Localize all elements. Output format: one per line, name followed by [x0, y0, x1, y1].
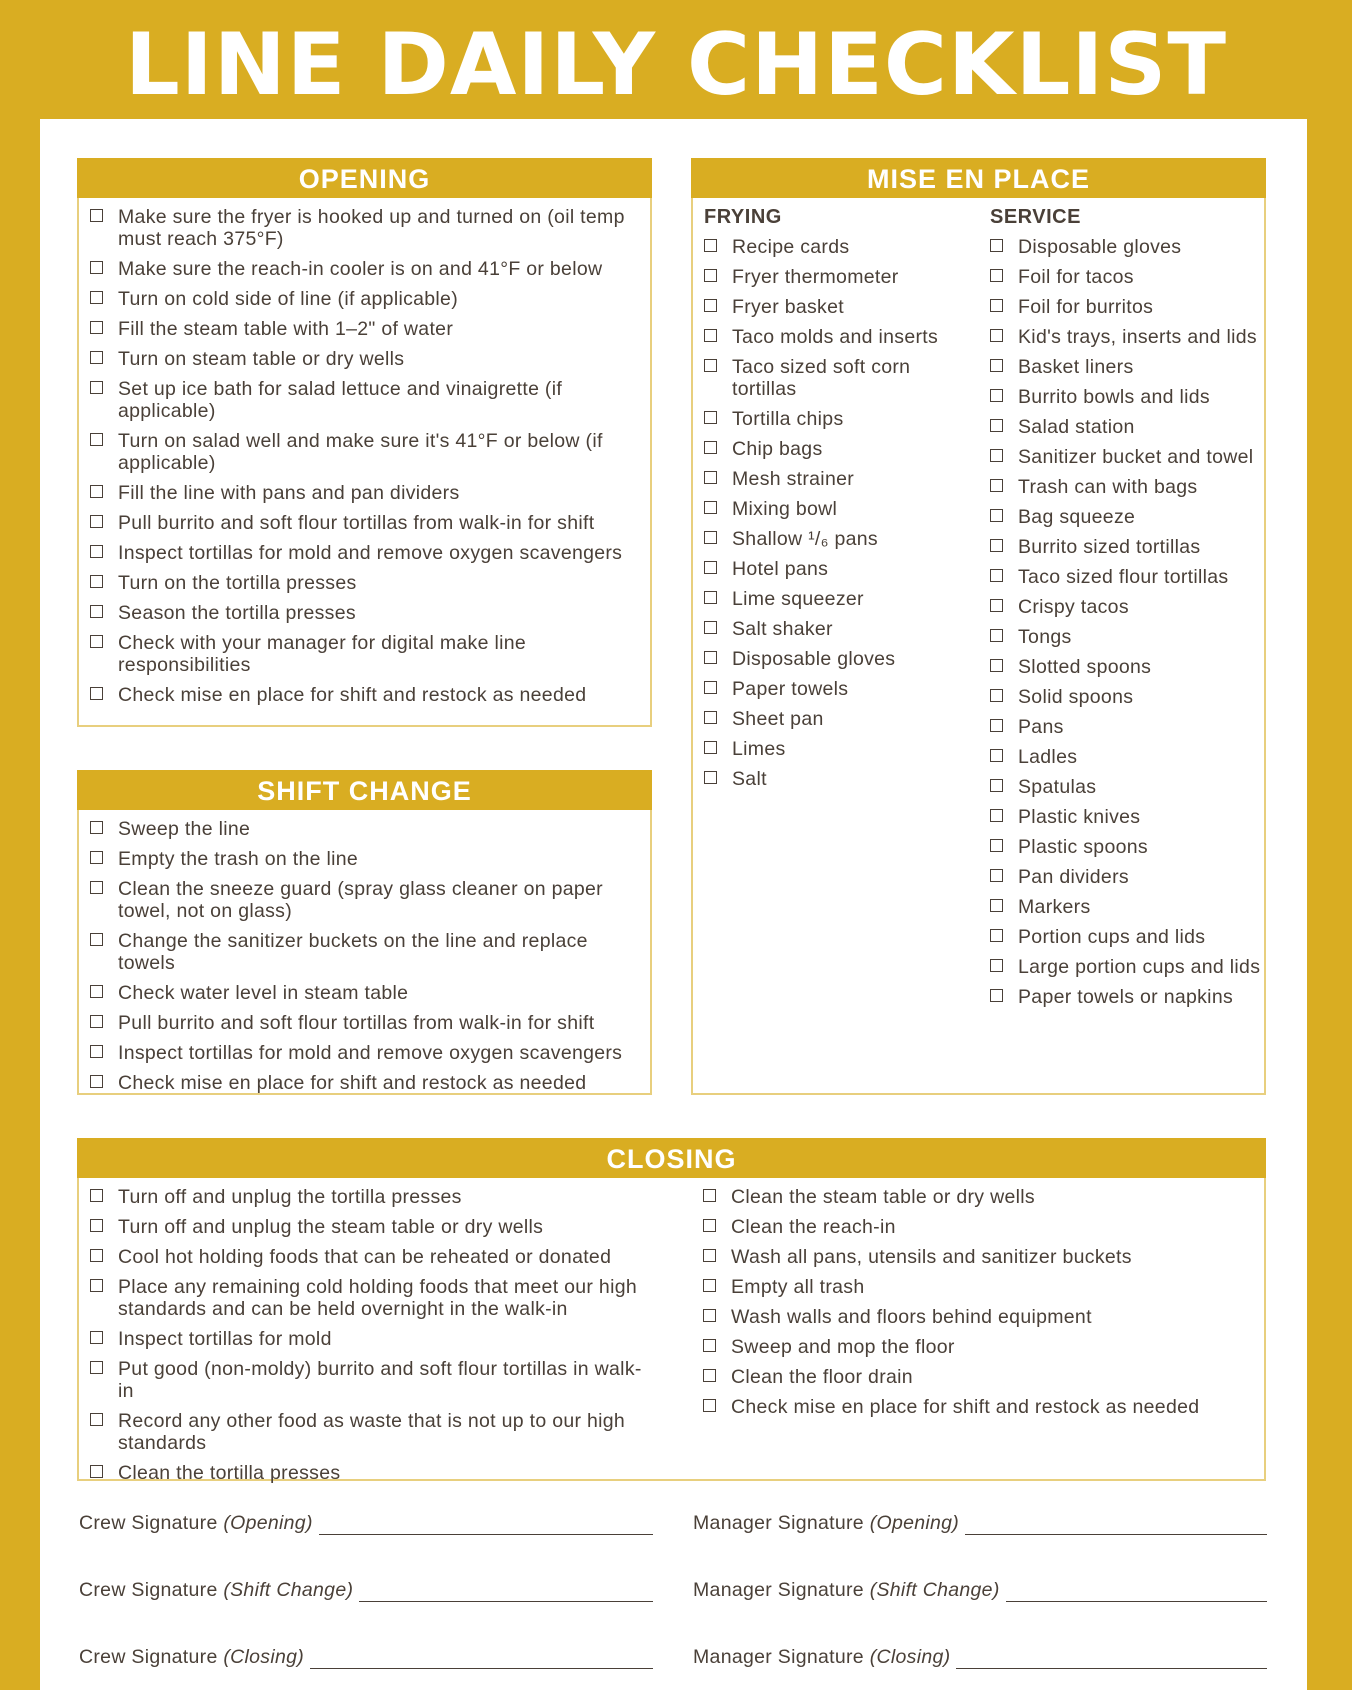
checklist-item-label: Clean the steam table or dry wells	[731, 1186, 1035, 1208]
checklist-item	[79, 1358, 654, 1402]
checklist-item	[979, 596, 1264, 618]
checklist-item-label: Spatulas	[1018, 776, 1097, 798]
checklist-item	[693, 648, 973, 670]
checklist-item-label: Pull burrito and soft flour tortillas from walk-in for shift	[118, 512, 595, 534]
checkbox-icon[interactable]	[704, 621, 717, 634]
checklist-item	[79, 1410, 654, 1454]
checklist-item-label: Taco sized soft corn tortillas	[732, 356, 911, 400]
crew-signature-closing	[79, 1643, 653, 1669]
checklist-item-label: Record any other food as waste that is not up to our high standards	[118, 1410, 626, 1454]
service-list	[979, 236, 1264, 1008]
checklist-item	[693, 468, 973, 490]
signature-line[interactable]	[319, 1515, 653, 1535]
crew-signature-shift-change	[79, 1576, 653, 1602]
checkbox-icon[interactable]	[990, 839, 1003, 852]
checklist-item-label: Salt shaker	[732, 618, 833, 640]
checkbox-icon[interactable]	[703, 1309, 716, 1322]
closing-label: (Closing)	[223, 1646, 305, 1668]
manager-signature-opening	[693, 1509, 1267, 1535]
checklist-item-label: Turn off and unplug the tortilla presses	[118, 1186, 462, 1208]
checklist-item	[979, 626, 1264, 648]
checklist-item	[693, 558, 973, 580]
checklist-item-label: Fill the line with pans and pan dividers	[118, 482, 460, 504]
checklist-item	[979, 896, 1264, 918]
checkbox-icon[interactable]	[703, 1339, 716, 1352]
checklist-item-label: Pans	[1018, 716, 1064, 738]
checkbox-icon[interactable]	[90, 1361, 103, 1374]
checklist-item	[79, 632, 650, 676]
checklist-item	[693, 408, 973, 430]
checkbox-icon[interactable]	[990, 479, 1003, 492]
checklist-item-label: Disposable gloves	[1018, 236, 1182, 258]
closing-heading: CLOSING	[77, 1138, 1266, 1178]
checklist-item	[692, 1366, 1252, 1388]
opening-heading: OPENING	[77, 158, 652, 198]
checkbox-icon[interactable]	[990, 959, 1003, 972]
checklist-item	[79, 572, 650, 594]
closing-left-list	[79, 1186, 654, 1484]
checkbox-icon[interactable]	[90, 261, 103, 274]
checklist-item-label: Season the tortilla presses	[118, 602, 356, 624]
checklist-item-label: Inspect tortillas for mold and remove oxygen scavengers	[118, 1042, 623, 1064]
checkbox-icon[interactable]	[90, 545, 103, 558]
checkbox-icon[interactable]	[990, 809, 1003, 822]
checklist-item	[79, 848, 650, 870]
checkbox-icon[interactable]	[704, 329, 717, 342]
checkbox-icon[interactable]	[704, 269, 717, 282]
checkbox-icon[interactable]	[704, 501, 717, 514]
closing-label: (Closing)	[869, 1646, 951, 1668]
checkbox-icon[interactable]	[990, 899, 1003, 912]
checkbox-icon[interactable]	[703, 1189, 716, 1202]
checkbox-icon[interactable]	[90, 1465, 103, 1478]
checklist-item-label: Lime squeezer	[732, 588, 864, 610]
checklist-item	[79, 818, 650, 840]
checklist-item-label: Make sure the fryer is hooked up and turned on (oil temp must reach 375°F)	[118, 206, 625, 250]
checklist-item-label: Slotted spoons	[1018, 656, 1152, 678]
checkbox-icon[interactable]	[90, 985, 103, 998]
checklist-item	[692, 1186, 1252, 1208]
checklist-item	[693, 768, 973, 790]
checklist-item	[979, 566, 1264, 588]
crew-signature-label: Crew Signature	[79, 1646, 218, 1668]
checkbox-icon[interactable]	[990, 779, 1003, 792]
service-column	[979, 206, 1264, 1016]
checklist-item	[79, 1186, 654, 1208]
checkbox-icon[interactable]	[704, 591, 717, 604]
checklist-item	[692, 1336, 1252, 1358]
signature-line[interactable]	[965, 1515, 1267, 1535]
checklist-item	[693, 296, 973, 318]
checklist-item-label: Turn on salad well and make sure it's 41°F or below (if applicable)	[118, 430, 603, 474]
checklist-item-label: Plastic knives	[1018, 806, 1141, 828]
manager-signature-shift-change	[693, 1576, 1267, 1602]
crew-signature-label: Crew Signature	[79, 1512, 218, 1534]
checklist-item	[79, 1246, 654, 1268]
checklist-item	[79, 1072, 650, 1094]
checklist-item	[979, 236, 1264, 258]
checklist-item	[79, 684, 650, 706]
checklist-item	[693, 588, 973, 610]
checklist-item-label: Foil for tacos	[1018, 266, 1134, 288]
checklist-item-label: Paper towels	[732, 678, 849, 700]
checklist-item	[79, 378, 650, 422]
checklist-item-label: Place any remaining cold holding foods that meet our high standards and can be held overnight in the walk-in	[118, 1276, 637, 1320]
checklist-item-label: Empty the trash on the line	[118, 848, 359, 870]
shift-change-section	[77, 770, 652, 1095]
checkbox-icon[interactable]	[90, 1045, 103, 1058]
checkbox-icon[interactable]	[704, 299, 717, 312]
checklist-item	[79, 930, 650, 974]
checkbox-icon[interactable]	[90, 1413, 103, 1426]
checklist-item	[693, 356, 973, 400]
checklist-item-label: Limes	[732, 738, 786, 760]
checklist-item-label: Mixing bowl	[732, 498, 838, 520]
signature-line[interactable]	[1006, 1582, 1267, 1602]
mise-en-place-section	[691, 158, 1266, 1095]
checklist-item-label: Taco sized flour tortillas	[1018, 566, 1229, 588]
checklist-item-label: Turn on cold side of line (if applicable)	[118, 288, 459, 310]
crew-signature-label: Crew Signature	[79, 1579, 218, 1601]
checklist-item-label: Sheet pan	[732, 708, 824, 730]
checkbox-icon[interactable]	[703, 1399, 716, 1412]
checklist-item-label: Fill the steam table with 1–2" of water	[118, 318, 454, 340]
closing-section	[77, 1138, 1266, 1484]
checkbox-icon[interactable]	[990, 449, 1003, 462]
checklist-item-label: Pull burrito and soft flour tortillas from walk-in for shift	[118, 1012, 595, 1034]
checkbox-icon[interactable]	[90, 1279, 103, 1292]
checklist-item	[979, 326, 1264, 348]
checkbox-icon[interactable]	[990, 419, 1003, 432]
crew-signature-opening	[79, 1509, 653, 1535]
checkbox-icon[interactable]	[90, 605, 103, 618]
checklist-item-label: Fryer basket	[732, 296, 844, 318]
checklist-item	[693, 678, 973, 700]
checklist-item-label: Salt	[732, 768, 767, 790]
shift-change-label: (Shift Change)	[869, 1579, 1000, 1601]
checkbox-icon[interactable]	[704, 561, 717, 574]
checkbox-icon[interactable]	[90, 515, 103, 528]
checklist-item	[692, 1246, 1252, 1268]
checkbox-icon[interactable]	[704, 741, 717, 754]
checklist-item-label: Fryer thermometer	[732, 266, 899, 288]
frying-column	[693, 206, 973, 798]
checklist-item-label: Mesh strainer	[732, 468, 855, 490]
closing-left-column	[79, 1186, 654, 1492]
signature-line[interactable]	[310, 1649, 653, 1669]
checklist-item	[693, 708, 973, 730]
checklist-item-label: Empty all trash	[731, 1276, 865, 1298]
checklist-item	[79, 1216, 654, 1238]
checkbox-icon[interactable]	[704, 711, 717, 724]
checkbox-icon[interactable]	[990, 569, 1003, 582]
checkbox-icon[interactable]	[90, 635, 103, 648]
checklist-item	[979, 986, 1264, 1008]
checklist-item-label: Make sure the reach-in cooler is on and 41°F or below	[118, 258, 603, 280]
mise-en-place-heading: MISE EN PLACE	[691, 158, 1266, 198]
checklist-item	[693, 438, 973, 460]
checklist-item	[979, 416, 1264, 438]
checklist-item	[979, 866, 1264, 888]
checklist-item	[79, 430, 650, 474]
checklist-item-label: Recipe cards	[732, 236, 850, 258]
checklist-item-label: Inspect tortillas for mold	[118, 1328, 332, 1350]
checkbox-icon[interactable]	[90, 933, 103, 946]
checklist-item-label: Put good (non-moldy) burrito and soft flour tortillas in walk-in	[118, 1358, 642, 1402]
checkbox-icon[interactable]	[990, 239, 1003, 252]
checkbox-icon[interactable]	[990, 719, 1003, 732]
checklist-item-label: Turn on the tortilla presses	[118, 572, 357, 594]
checkbox-icon[interactable]	[703, 1219, 716, 1232]
checkbox-icon[interactable]	[90, 351, 103, 364]
checkbox-icon[interactable]	[990, 269, 1003, 282]
checklist-item	[79, 512, 650, 534]
checklist-item-label: Wash walls and floors behind equipment	[731, 1306, 1092, 1328]
checklist-item	[979, 746, 1264, 768]
checkbox-icon[interactable]	[704, 681, 717, 694]
shift-change-label: (Shift Change)	[223, 1579, 354, 1601]
checklist-item	[79, 542, 650, 564]
frying-heading: FRYING	[704, 206, 782, 228]
checklist-item-label: Check mise en place for shift and restock as needed	[731, 1396, 1200, 1418]
checklist-item-label: Turn off and unplug the steam table or dry wells	[118, 1216, 544, 1238]
checklist-item	[692, 1396, 1252, 1418]
shift-change-list	[79, 810, 650, 1094]
checklist-item	[979, 836, 1264, 858]
checklist-item-label: Hotel pans	[732, 558, 829, 580]
checklist-item-label: Markers	[1018, 896, 1091, 918]
checkbox-icon[interactable]	[90, 321, 103, 334]
checklist-item	[979, 386, 1264, 408]
manager-signature-label: Manager Signature	[693, 1646, 864, 1668]
opening-section	[77, 158, 652, 727]
checklist-item	[79, 1276, 654, 1320]
opening-list	[79, 198, 650, 706]
checklist-item-label: Plastic spoons	[1018, 836, 1148, 858]
checkbox-icon[interactable]	[90, 1331, 103, 1344]
checkbox-icon[interactable]	[703, 1369, 716, 1382]
checkbox-icon[interactable]	[704, 531, 717, 544]
checkbox-icon[interactable]	[990, 539, 1003, 552]
checklist-item-label: Clean the floor drain	[731, 1366, 913, 1388]
checkbox-icon[interactable]	[704, 441, 717, 454]
checklist-item-label: Large portion cups and lids	[1018, 956, 1261, 978]
checkbox-icon[interactable]	[704, 651, 717, 664]
checklist-item-label: Set up ice bath for salad lettuce and vinaigrette (if applicable)	[118, 378, 563, 422]
checkbox-icon[interactable]	[990, 689, 1003, 702]
checklist-item-label: Tortilla chips	[732, 408, 844, 430]
checklist-item-label: Turn on steam table or dry wells	[118, 348, 405, 370]
checklist-item	[79, 318, 650, 340]
checklist-item	[979, 806, 1264, 828]
checklist-item	[79, 878, 650, 922]
checklist-item-label: Taco molds and inserts	[732, 326, 939, 348]
frying-list	[693, 236, 973, 790]
checkbox-icon[interactable]	[990, 509, 1003, 522]
checklist-item	[79, 288, 650, 310]
checklist-item-label: Bag squeeze	[1018, 506, 1136, 528]
checklist-item	[979, 296, 1264, 318]
checkbox-icon[interactable]	[990, 989, 1003, 1002]
checklist-item	[79, 1042, 650, 1064]
opening-label: (Opening)	[223, 1512, 313, 1534]
checkbox-icon[interactable]	[704, 471, 717, 484]
checkbox-icon[interactable]	[703, 1279, 716, 1292]
checklist-item-label: Kid's trays, inserts and lids	[1018, 326, 1257, 348]
checkbox-icon[interactable]	[90, 1075, 103, 1088]
checklist-item	[979, 956, 1264, 978]
checklist-item-label: Cool hot holding foods that can be reheated or donated	[118, 1246, 612, 1268]
checklist-item	[693, 266, 973, 288]
service-heading: SERVICE	[990, 206, 1081, 228]
checklist-item	[79, 1328, 654, 1350]
checklist-item	[693, 326, 973, 348]
checklist-item	[979, 716, 1264, 738]
closing-right-column	[692, 1186, 1252, 1426]
checklist-item-label: Clean the reach-in	[731, 1216, 896, 1238]
checklist-item	[979, 476, 1264, 498]
checkbox-icon[interactable]	[990, 599, 1003, 612]
checklist-item	[692, 1276, 1252, 1298]
checklist-item	[979, 656, 1264, 678]
checklist-item	[979, 266, 1264, 288]
checklist-item	[79, 1012, 650, 1034]
checkbox-icon[interactable]	[990, 659, 1003, 672]
checklist-item-label: Shallow ¹/₆ pans	[732, 528, 878, 550]
checkbox-icon[interactable]	[990, 929, 1003, 942]
checklist-item	[979, 686, 1264, 708]
checklist-item	[79, 348, 650, 370]
shift-change-heading: SHIFT CHANGE	[77, 770, 652, 810]
checkbox-icon[interactable]	[90, 821, 103, 834]
checklist-item	[692, 1306, 1252, 1328]
checkbox-icon[interactable]	[90, 1219, 103, 1232]
checklist-item-label: Ladles	[1018, 746, 1078, 768]
checklist-item	[693, 236, 973, 258]
checkbox-icon[interactable]	[990, 749, 1003, 762]
checklist-item	[979, 776, 1264, 798]
checkbox-icon[interactable]	[90, 209, 103, 222]
checklist-item-label: Change the sanitizer buckets on the line and replace towels	[118, 930, 588, 974]
checkbox-icon[interactable]	[990, 629, 1003, 642]
checklist-item	[979, 536, 1264, 558]
checkbox-icon[interactable]	[90, 1015, 103, 1028]
checkbox-icon[interactable]	[990, 329, 1003, 342]
checklist-item	[693, 738, 973, 760]
manager-signature-label: Manager Signature	[693, 1512, 864, 1534]
checkbox-icon[interactable]	[990, 359, 1003, 372]
signature-line[interactable]	[359, 1582, 653, 1602]
checklist-item-label: Basket liners	[1018, 356, 1134, 378]
checkbox-icon[interactable]	[90, 1189, 103, 1202]
checklist-item-label: Burrito sized tortillas	[1018, 536, 1201, 558]
checkbox-icon[interactable]	[90, 485, 103, 498]
checklist-item-label: Sweep the line	[118, 818, 251, 840]
checkbox-icon[interactable]	[90, 687, 103, 700]
checklist-item-label: Check mise en place for shift and restock as needed	[118, 684, 587, 706]
checkbox-icon[interactable]	[90, 381, 103, 394]
checkbox-icon[interactable]	[90, 881, 103, 894]
checklist-item-label: Clean the tortilla presses	[118, 1462, 341, 1484]
checklist-item	[979, 506, 1264, 528]
checkbox-icon[interactable]	[703, 1249, 716, 1262]
manager-signature-label: Manager Signature	[693, 1579, 864, 1601]
checklist-item-label: Solid spoons	[1018, 686, 1134, 708]
checkbox-icon[interactable]	[704, 411, 717, 424]
checklist-item-label: Sweep and mop the floor	[731, 1336, 955, 1358]
checklist-item	[79, 482, 650, 504]
checklist-item-label: Disposable gloves	[732, 648, 896, 670]
signature-line[interactable]	[956, 1649, 1267, 1669]
checkbox-icon[interactable]	[990, 869, 1003, 882]
checklist-item-label: Sanitizer bucket and towel	[1018, 446, 1254, 468]
checklist-item-label: Wash all pans, utensils and sanitizer buckets	[731, 1246, 1132, 1268]
checklist-item-label: Inspect tortillas for mold and remove oxygen scavengers	[118, 542, 623, 564]
checklist-item-label: Foil for burritos	[1018, 296, 1154, 318]
checklist-item-label: Check mise en place for shift and restock as needed	[118, 1072, 587, 1094]
checkbox-icon[interactable]	[90, 851, 103, 864]
checklist-item-label: Trash can with bags	[1018, 476, 1198, 498]
checklist-item-label: Chip bags	[732, 438, 823, 460]
checklist-item-label: Check with your manager for digital make line responsibilities	[118, 632, 527, 676]
checkbox-icon[interactable]	[704, 359, 717, 372]
checklist-item	[979, 926, 1264, 948]
checklist-item-label: Tongs	[1018, 626, 1072, 648]
checklist-item	[693, 528, 973, 550]
checkbox-icon[interactable]	[90, 575, 103, 588]
checklist-item-label: Crispy tacos	[1018, 596, 1129, 618]
opening-label: (Opening)	[869, 1512, 960, 1534]
checkbox-icon[interactable]	[990, 389, 1003, 402]
checklist-item	[693, 498, 973, 520]
checklist-item-label: Paper towels or napkins	[1018, 986, 1234, 1008]
closing-right-list	[692, 1186, 1252, 1418]
page-title: LINE DAILY CHECKLIST	[124, 15, 1227, 115]
checklist-item-label: Clean the sneeze guard (spray glass cleaner on paper towel, not on glass)	[118, 878, 603, 922]
checklist-item	[979, 356, 1264, 378]
checklist-item-label: Burrito bowls and lids	[1018, 386, 1210, 408]
checklist-item	[979, 446, 1264, 468]
checklist-item	[692, 1216, 1252, 1238]
checkbox-icon[interactable]	[704, 239, 717, 252]
checklist-item	[79, 258, 650, 280]
checkbox-icon[interactable]	[90, 433, 103, 446]
checkbox-icon[interactable]	[90, 291, 103, 304]
checklist-item-label: Portion cups and lids	[1018, 926, 1206, 948]
checkbox-icon[interactable]	[704, 771, 717, 784]
checklist-item	[693, 618, 973, 640]
checklist-item-label: Salad station	[1018, 416, 1135, 438]
checklist-item	[79, 602, 650, 624]
checkbox-icon[interactable]	[90, 1249, 103, 1262]
checklist-item	[79, 982, 650, 1004]
manager-signature-closing	[693, 1643, 1267, 1669]
checklist-item-label: Pan dividers	[1018, 866, 1129, 888]
checkbox-icon[interactable]	[990, 299, 1003, 312]
checklist-item	[79, 1462, 654, 1484]
checklist-item-label: Check water level in steam table	[118, 982, 409, 1004]
checklist-item	[79, 206, 650, 250]
